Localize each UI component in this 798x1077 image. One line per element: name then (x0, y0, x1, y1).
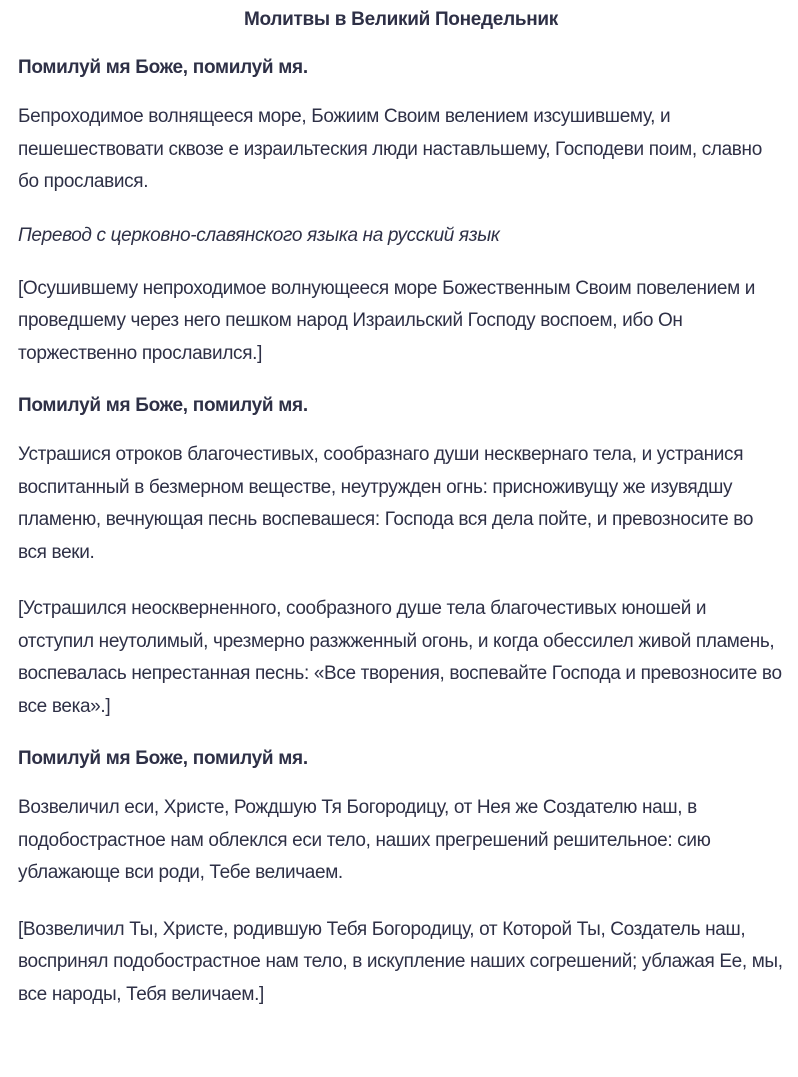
russian-translation: [Осушившему непроходимое волнующееся море Божественным Своим повелением и проведшему через него пешком народ Израильский Господу воспоем, ибо Он торжественно прославился.] (18, 277, 756, 364)
church-slavonic-text: Бепроходимое волнящееся море, Божиим Своим велением изсушившему, и пешешествовати сквозе е израильтеския люди наставльшему, Господеви поим, славно бо прославися. (18, 106, 762, 192)
refrain-heading: Помилуй мя Боже, помилуй мя. (18, 395, 308, 416)
translation-note: Перевод с церковно-славянского языка на русский язык (18, 224, 500, 246)
page-title: Молитвы в Великий Понедельник (244, 9, 558, 30)
russian-translation: [Устрашился неоскверненного, сообразного душе тела благочестивых юношей и отступил неутолимый, чрезмерно разжженный огонь, и когда обессилел живой пламень, воспевалась непрестанная песнь: «Все творения, воспевайте Господа и превозносите во все века».] (18, 598, 782, 717)
russian-translation: [Возвеличил Ты, Христе, родившую Тебя Богородицу, от Которой Ты, Создатель наш, воспринял подобострастное нам тело, в искупление наших согрешений; ублажая Ее, мы, все народы, Тебя величаем.] (18, 918, 783, 1005)
prayer-section-1 (18, 55, 784, 370)
prayer-section-3 (18, 746, 784, 1011)
article (0, 8, 798, 1011)
refrain-heading: Помилуй мя Боже, помилуй мя. (18, 748, 308, 769)
prayer-section-2 (18, 393, 784, 723)
church-slavonic-text: Возвеличил еси, Христе, Рождшую Тя Богородицу, от Нея же Создателю наш, в подобострастное нам облеклся еси тело, наших прегрешений решительное: сию ублажающе вси роди, Тебе величаем. (18, 797, 711, 883)
church-slavonic-text: Устрашися отроков благочестивых, сообразнаго души несквернаго тела, и устранися воспитанный в безмерном веществе, неутружден огнь: присноживущу же изувядшу пламеню, вечнующая песнь воспевашеся: Господа вся дела пойте, и превозносите во вся веки. (18, 444, 754, 563)
refrain-heading: Помилуй мя Боже, помилуй мя. (18, 57, 308, 78)
